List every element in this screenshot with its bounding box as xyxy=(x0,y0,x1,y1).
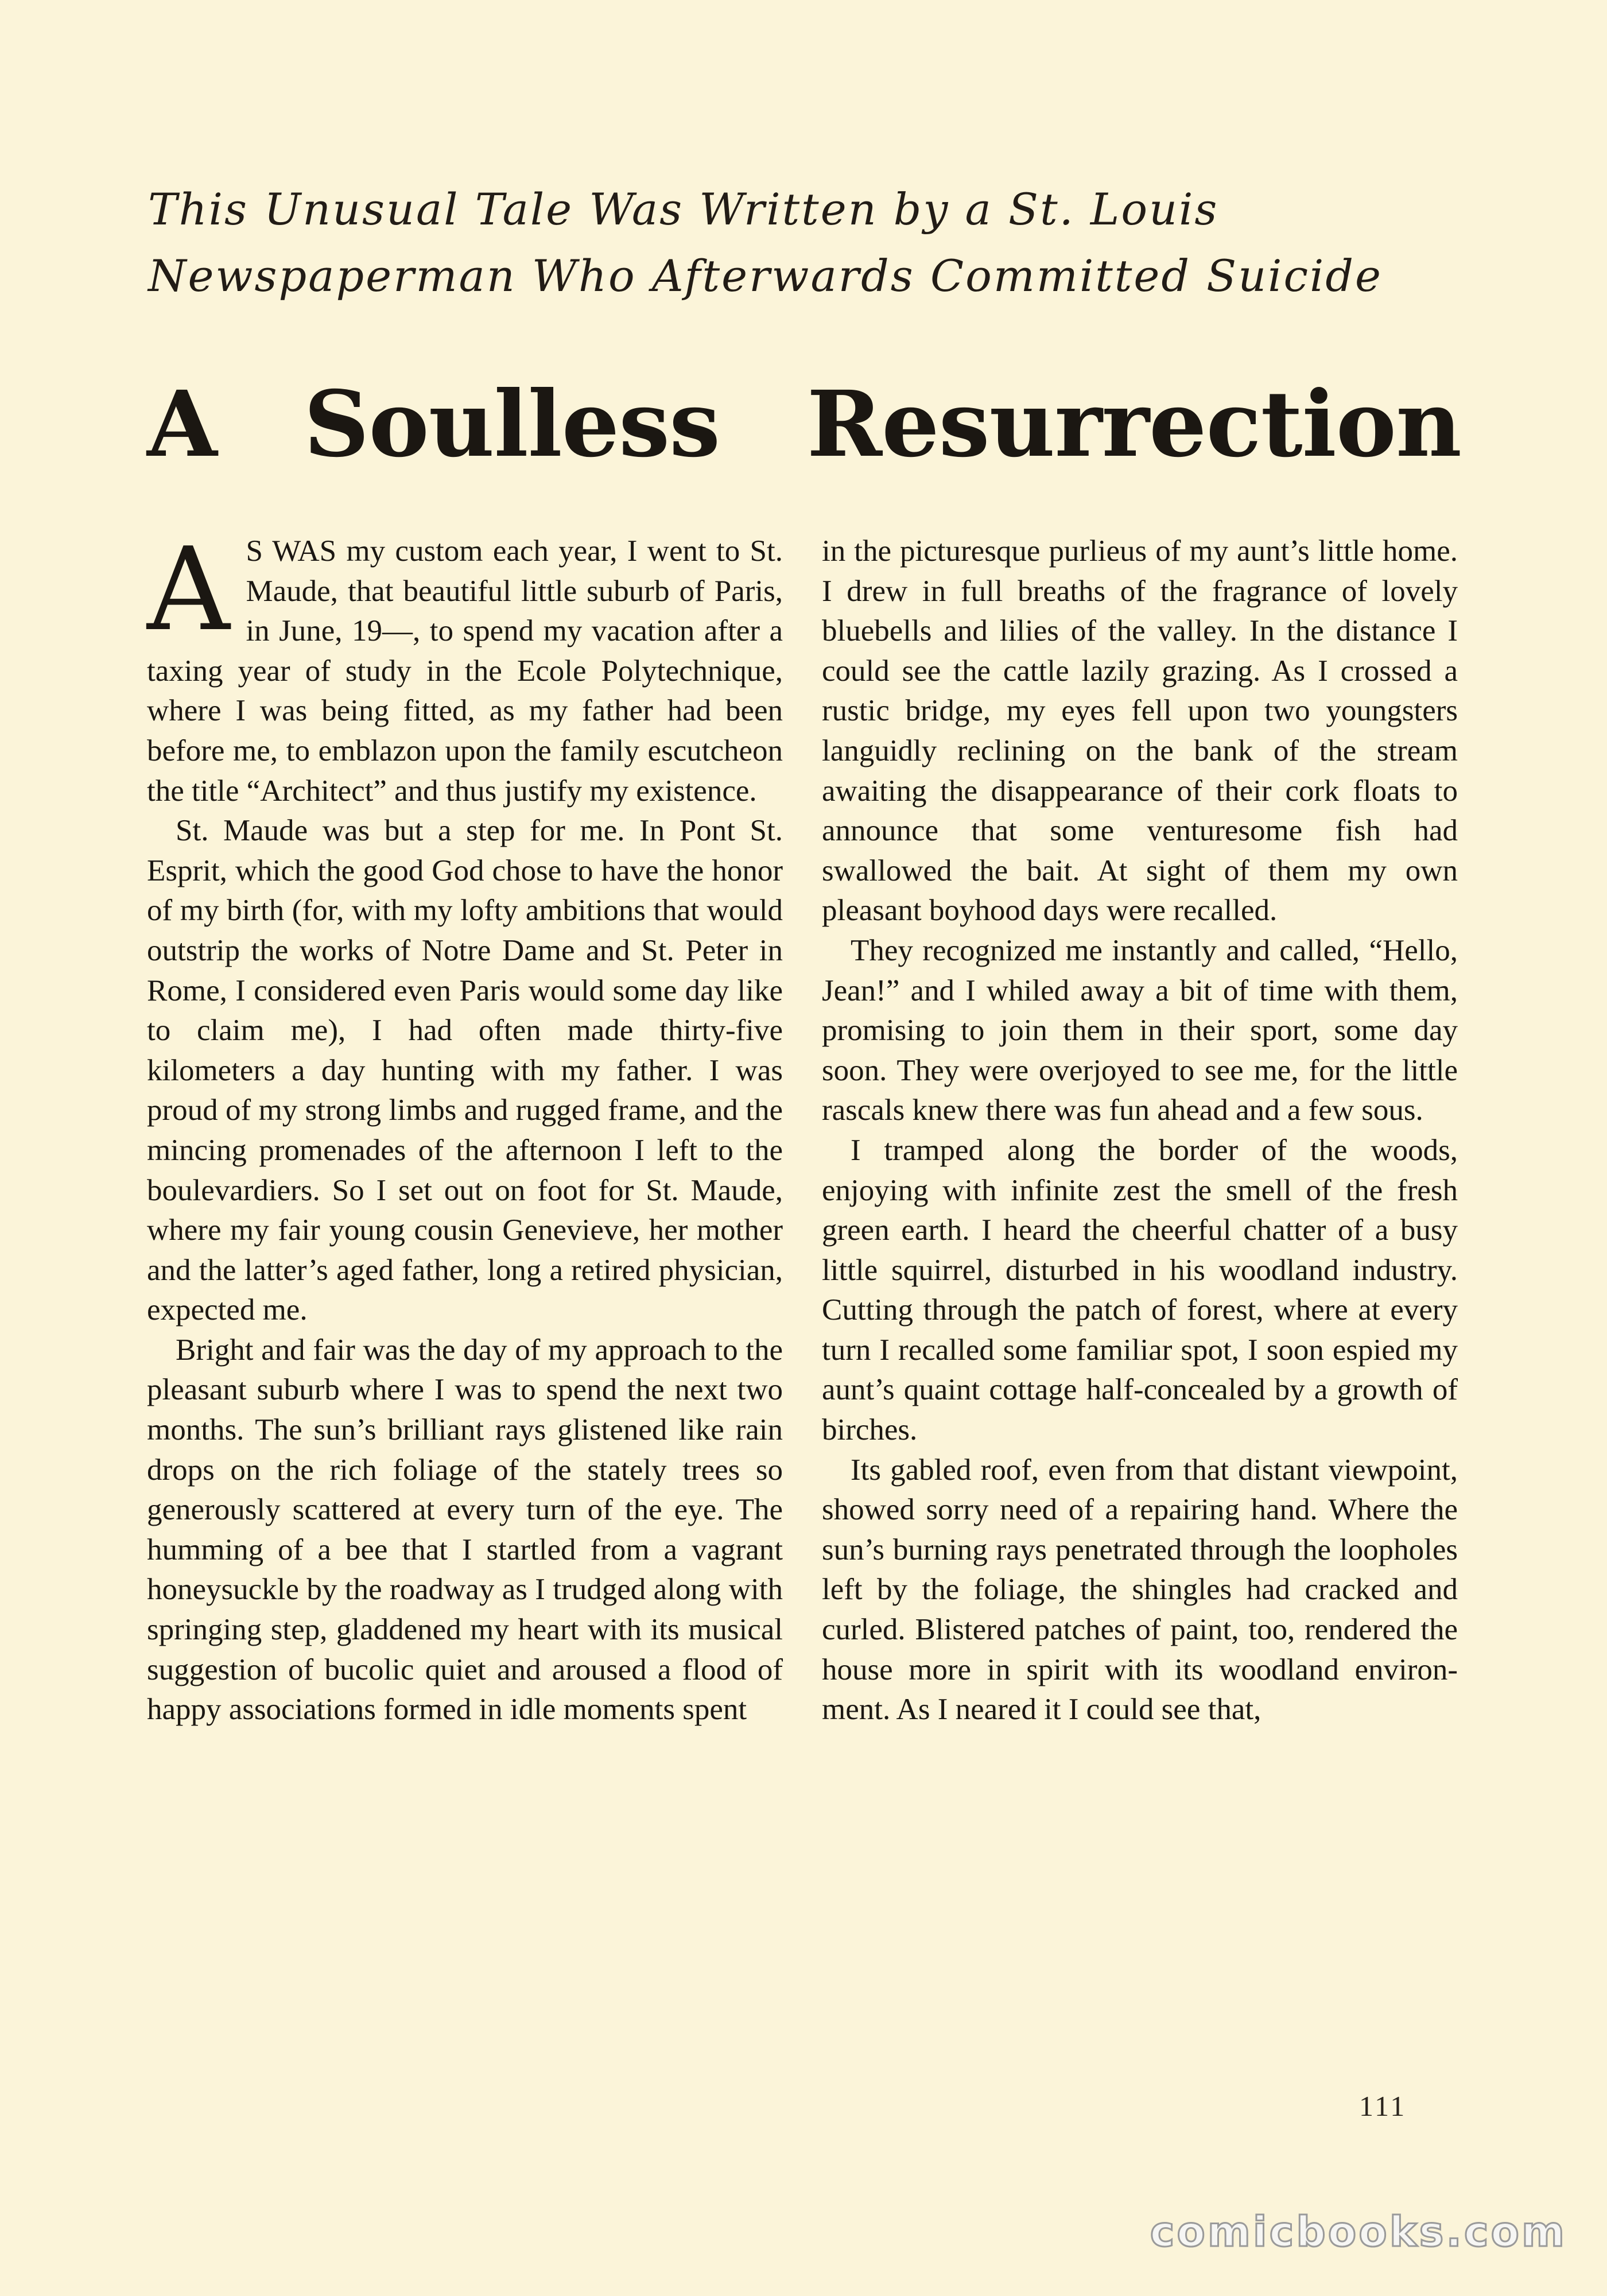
tagline-line-2: Newspaperman Who Afterwards Committed Suicide xyxy=(148,250,1383,301)
story-title-word: A xyxy=(147,371,217,478)
paragraph-text: S WAS my custom each year, I went to St. Maude, that beautiful little suburb of Paris, in June, 19—, to spend my vacation after a taxing year of study in the Ecole Polytechnique, where I was being fitted, as my father had been before me, to emblazon upon the family escutcheon the title “Architect” and thus justify my existence. xyxy=(147,534,783,808)
story-title xyxy=(147,367,1461,482)
article-paragraph: They recognized me instantly and called, “Hello, Jean!” and I whiled away a bit of time with them, promising to join them in their sport, some day soon. They were overjoyed to see me, for the little rascals knew there was fun ahead and a few sous. xyxy=(822,933,1458,1127)
tagline-line-1: This Unusual Tale Was Written by a St. Louis xyxy=(148,184,1219,235)
article-paragraph: St. Maude was but a step for me. In Pont St. Esprit, which the good God chose to have the honor of my birth (for, with my lofty ambitions that would outstrip the works of Notre Dame and St. Peter in Rome, I considered even Paris would some day like to claim me), I had often made thirty-five kilometers a day hunting with my father. I was proud of my strong limbs and rugged frame, and the mincing promenades of the afternoon I left to the boulevardiers. So I set out on foot for St. Maude, where my fair young cousin Genevieve, her mother and the latter’s aged father, long a retired physician, expected me. xyxy=(147,814,783,1327)
drop-cap: A xyxy=(147,523,230,657)
article-paragraph xyxy=(147,523,783,811)
article-column-left xyxy=(147,523,783,1730)
article-paragraph: Bright and fair was the day of my approach to the pleasant suburb where I was to spend the next two months. The sun’s brilliant rays glistened like rain drops on the rich foliage of the stately trees so generously scattered at every turn of the eye. The humming of a bee that I startled from a vagrant honeysuckle by the roadway as I trudged along with springing step, gladdened my heart with its musical suggestion of bucolic quiet and aroused a flood of happy associations formed in idle moments spent xyxy=(147,1333,783,1727)
site-watermark: comicbooks.com xyxy=(1150,2208,1567,2256)
article-paragraph: I tramped along the border of the woods, enjoying with infinite zest the smell of the fresh green earth. I heard the cheerful chatter of a busy little squirrel, disturbed in his woodland industry. Cutting through the patch of forest, where at every turn I recalled some familiar spot, I soon espied my aunt’s quaint cottage half-concealed by a growth of birches. xyxy=(822,1133,1458,1447)
article-paragraph: in the picturesque purlieus of my aunt’s little home. I drew in full breaths of the fragrance of lovely bluebells and lilies of the valley. In the distance I could see the cattle lazily grazing. As I crossed a rustic bridge, my eyes fell upon two youngsters languidly reclining on the bank of the stream awaiting the disappearance of their cork floats to announce that some venturesome fish had swallowed the bait. At sight of them my own pleasant boyhood days were recalled. xyxy=(822,534,1458,928)
article-paragraph: Its gabled roof, even from that distant viewpoint, showed sorry need of a repairing hand. Where the sun’s burning rays penetrated through the loopholes left by the foliage, the shingles had cracked and curled. Blistered patches of paint, too, rendered the house more in spirit with its woodland environment. As I neared it I could see that, xyxy=(822,1453,1458,1727)
article-column-right xyxy=(822,532,1458,1730)
page-number: 111 xyxy=(1359,2090,1407,2122)
story-title-word: Resurrection xyxy=(806,371,1461,478)
story-title-word: Soulless xyxy=(304,371,720,478)
